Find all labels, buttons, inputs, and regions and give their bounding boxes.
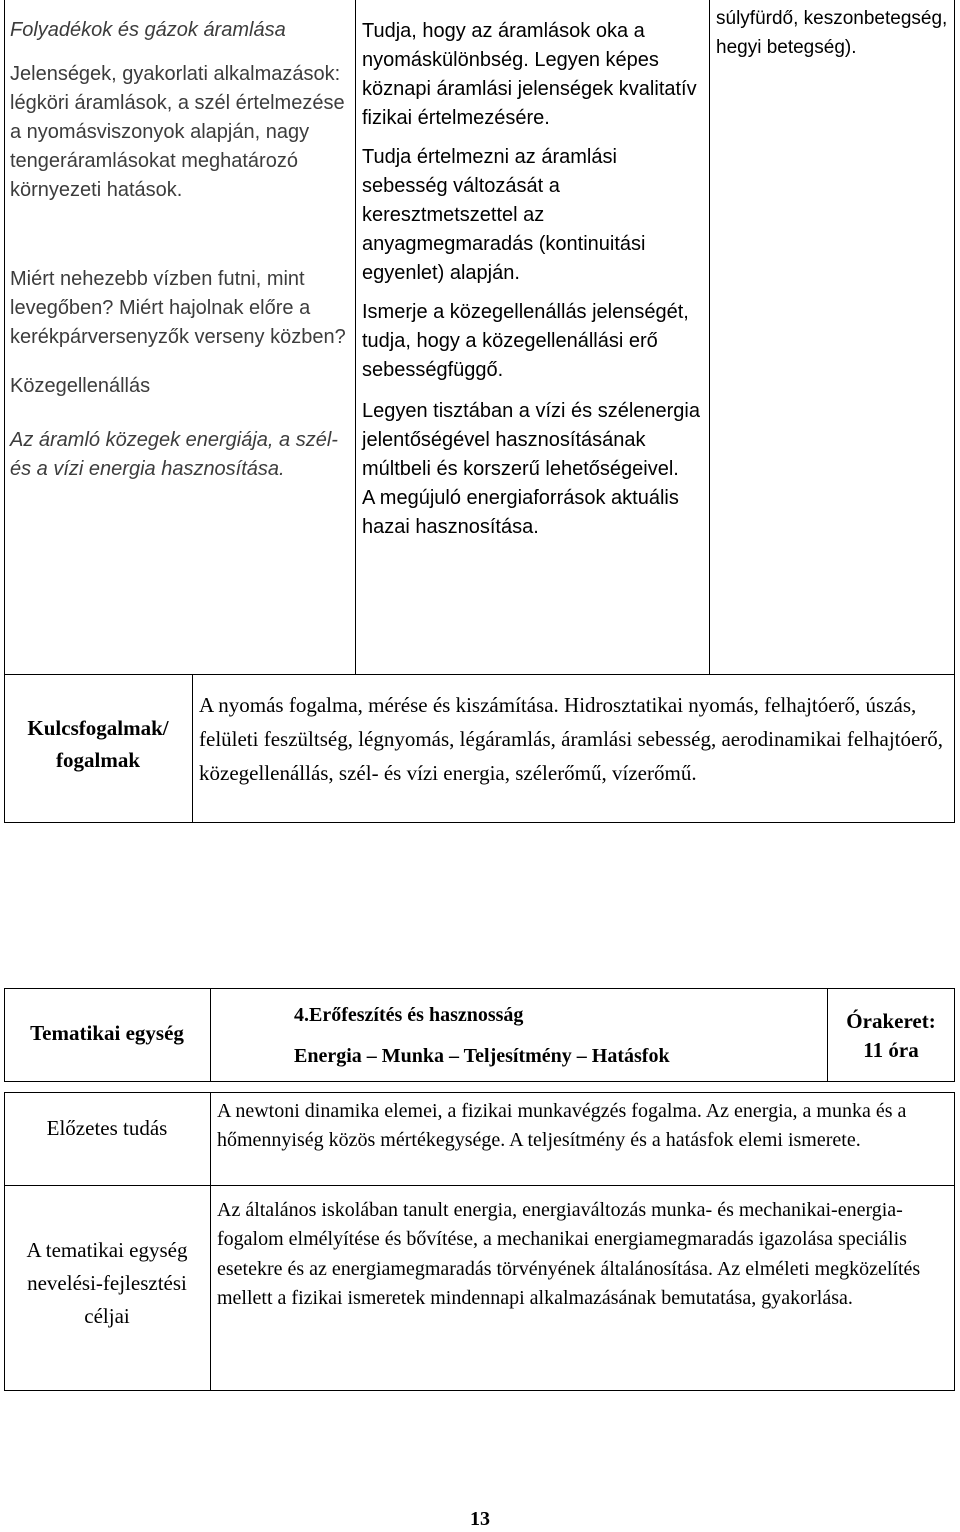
requirement-4: Legyen tisztában a vízi és szélenergia jelentőségével hasznosításának múltbeli és korszerű lehetőségeivel. bbox=[362, 400, 700, 480]
connections-text: súlyfürdő, keszonbetegség, hegyi betegség). bbox=[716, 8, 948, 58]
connections-column bbox=[716, 4, 951, 62]
key-concepts-label: Kulcsfogalmak/ fogalmak bbox=[27, 716, 169, 772]
unit-title: 4.Erőfeszítés és hasznosság bbox=[294, 1004, 524, 1026]
topic-column bbox=[10, 16, 352, 484]
key-concepts-text: A nyomás fogalma, mérése és kiszámítása. Hidrosztatikai nyomás, felhajtóerő, úszás, felületi feszültség, légnyomás, légáramlás, áramlási sebesség, aerodinamikai felhajtóerő, közegellenállás, szél- és vízi energia, szélerőmű, vízerőmű. bbox=[199, 693, 944, 785]
phenomena-text: Jelenségek, gyakorlati alkalmazások: légköri áramlások, a szél értelmezése a nyomásviszonyok alapján, nagy tengeráramlásokat meghatározó környezeti hatások. bbox=[10, 63, 345, 201]
unit-subtitle: Energia – Munka – Teljesítmény – Hatásfok bbox=[294, 1045, 670, 1067]
prior-knowledge-text: A newtoni dinamika elemei, a fizikai munkavégzés fogalma. Az energia, a munka és a hőmennyiség közös mértékegysége. A teljesítmény és a hatásfok elemi ismerete. bbox=[217, 1100, 907, 1151]
drag-term: Közegellenállás bbox=[10, 375, 151, 397]
requirement-2: Tudja értelmezni az áramlási sebesség változását a keresztmetszettel az anyagmegmaradás (kontinuitási egyenlet) alapján. bbox=[362, 146, 646, 284]
goals-label: A tematikai egység nevelési-fejlesztési céljai bbox=[26, 1238, 188, 1328]
requirement-3: Ismerje a közegellenállás jelenségét, tudja, hogy a közegellenállási erő sebességfüggő. bbox=[362, 301, 689, 381]
prior-knowledge-label: Előzetes tudás bbox=[46, 1116, 168, 1140]
requirements-column bbox=[362, 17, 702, 542]
page-number: 13 bbox=[470, 1508, 490, 1530]
questions-text: Miért nehezebb vízben futni, mint levegőben? Miért hajolnak előre a kerékpárversenyzők verseny közben? bbox=[10, 268, 346, 348]
energy-use-text: Az áramló közegek energiája, a szél- és a vízi energia hasznosítása. bbox=[10, 429, 338, 480]
requirement-1: Tudja, hogy az áramlások oka a nyomáskülönbség. Legyen képes köznapi áramlási jelenségek kvalitatív fizikai értelmezésére. bbox=[362, 20, 697, 129]
unit-label: Tematikai egység bbox=[30, 1021, 184, 1045]
requirement-5: A megújuló energiaforrások aktuális hazai hasznosítása. bbox=[362, 487, 679, 538]
topic-title: Folyadékok és gázok áramlása bbox=[10, 19, 286, 41]
hours-value: 11 óra bbox=[863, 1038, 919, 1062]
hours-label: Órakeret: bbox=[846, 1009, 936, 1033]
goals-text: Az általános iskolában tanult energia, energiaváltozás munka- és mechanikai-energia-fogalom elmélyítése és bővítése, a mechanikai energiamegmaradás igazolása speciális esetekre és az energiamegmaradás törvényének általánosítása. Az elméleti megközelítés mellett a fizikai ismeretek mindennapi alkalmazásának bemutatása, gyakorlása. bbox=[217, 1199, 921, 1309]
